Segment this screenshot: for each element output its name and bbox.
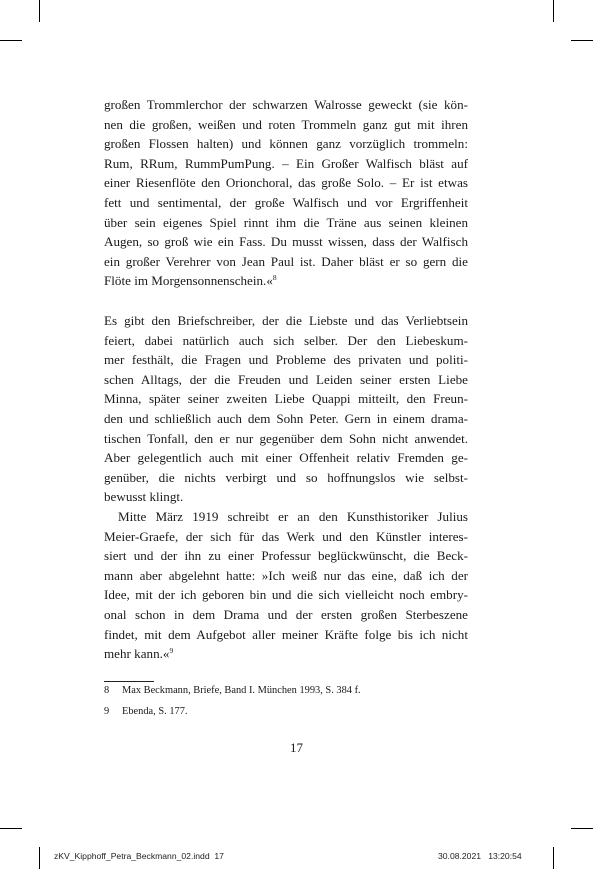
crop-mark	[553, 0, 554, 22]
text-line: genüber, die nichts verbirgt und so hoffnungslos wie selbst-	[104, 469, 468, 485]
text-line: feiert, dabei natürlich auch sich selber. Der den Liebeskum-	[104, 332, 468, 348]
text-line	[104, 644, 468, 664]
footnote-number: 9	[104, 706, 110, 717]
text-line: fett und sentimental, der große Walfisch und vor Ergriffenheit	[104, 194, 468, 210]
text-line: mann aber abgelehnt hatte: »Ich weiß nur das eine, daß ich der	[104, 567, 468, 583]
text-line: bewusst klingt.	[104, 489, 184, 505]
paragraph-meier-graefe-letter	[104, 507, 468, 664]
text-line: großen Flossen halten) und können ganz vorzüglich trommeln:	[104, 136, 468, 152]
text-line: einer Riesenflöte den Orionchoral, das große Solo. – Er ist etwas	[104, 175, 468, 191]
text-line: Minna, später seiner zweiten Liebe Quappi mitteilt, den Freun-	[104, 391, 468, 407]
footnote-reference[interactable]: 9	[169, 646, 174, 656]
crop-mark	[39, 847, 40, 869]
footnote-reference[interactable]: 8	[272, 273, 277, 283]
text-line: Augen, so groß wie ein Fass. Du musst wissen, dass der Walfisch	[104, 234, 468, 250]
slug-filename: zKV_Kipphoff_Petra_Beckmann_02.indd	[54, 851, 210, 861]
slug-date: 30.08.2021	[438, 851, 482, 861]
crop-mark	[0, 828, 22, 829]
text-line: über sein eigenes Spiel rinnt ihm die Träne aus seinen kleinen	[104, 214, 468, 230]
crop-mark	[0, 40, 22, 41]
text-line: mer festhält, die Fragen und Probleme des privaten und politi-	[104, 352, 468, 368]
page-number: 17	[290, 740, 303, 755]
paragraph-quote-continuation	[104, 95, 468, 291]
print-slug-timestamp	[438, 851, 522, 861]
crop-mark	[571, 40, 593, 41]
print-slug-file	[54, 851, 224, 861]
text-line: tischen Tonfall, den er nur gegenüber dem Sohn nicht anwendet.	[104, 430, 468, 446]
footnote-separator	[104, 681, 154, 682]
text-line: nen die großen, weißen und roten Trommeln ganz gut mit ihren	[104, 116, 468, 132]
text-line: Meier-Graefe, der sich für das Werk und den Künstler interes-	[104, 528, 468, 544]
slug-page: 17	[214, 851, 224, 861]
footnote	[104, 705, 188, 719]
text-line: ein großer Verehrer von Jean Paul ist. Daher bläst er so gern die	[104, 253, 468, 269]
text-line: schen Alltags, der die Freuden und Leiden seiner ersten Liebe	[104, 371, 468, 387]
text-line-content: Flöte im Morgensonnenschein.«	[104, 273, 273, 289]
text-line: Aber gelegentlich auch mit einer Offenheit relativ Fremden ge-	[104, 450, 468, 466]
footnote-number: 8	[104, 685, 110, 696]
crop-mark	[39, 0, 40, 22]
text-line	[104, 271, 468, 291]
text-line: Mitte März 1919 schreibt er an den Kunsthistoriker Julius	[118, 509, 468, 524]
text-line: Es gibt den Briefschreiber, der die Liebste und das Verliebtsein	[104, 313, 468, 328]
text-line: siert und der ihn zu einer Professur beglückwünscht, die Beck-	[104, 548, 468, 564]
text-line: findet, mit dem Aufgebot aller meiner Kräfte folge bis ich nicht	[104, 626, 468, 642]
text-line: Rum, RRum, RummPumPung. – Ein Großer Walfisch bläst auf	[104, 155, 468, 171]
text-line: den und schließlich auch dem Sohn Peter. Gern in einem drama-	[104, 410, 468, 426]
text-line: onal schon in dem Drama und der ersten großen Sterbeszene	[104, 606, 468, 622]
text-line-content: mehr kann.«	[104, 646, 170, 662]
crop-mark	[571, 828, 593, 829]
footnote-text: Ebenda, S. 177.	[122, 706, 188, 717]
footnote-text: Max Beckmann, Briefe, Band I. München 1993, S. 384 f.	[122, 685, 361, 696]
text-line: großen Trommlerchor der schwarzen Walrosse geweckt (sie kön-	[104, 97, 468, 112]
paragraph-letter-writer	[104, 311, 468, 507]
footnote	[104, 684, 361, 698]
crop-mark	[553, 847, 554, 869]
slug-time: 13:20:54	[488, 851, 522, 861]
text-line: Idee, mit der ich geboren bin und die sich vielleicht noch embry-	[104, 587, 468, 603]
